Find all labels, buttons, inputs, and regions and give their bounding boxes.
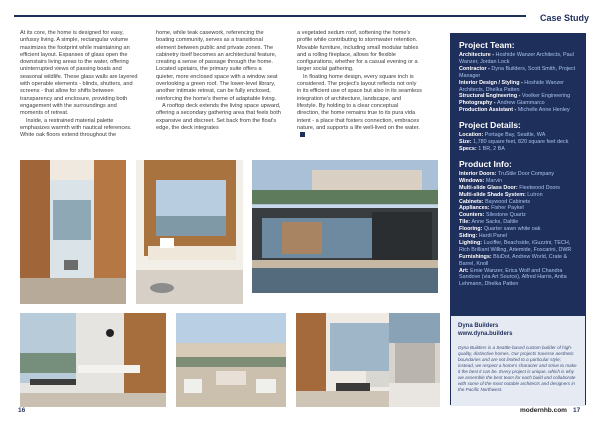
photo-credit: All images credit: Andrew Giammarco bbox=[450, 297, 551, 303]
list-item: Size: 1,780 square feet, 820 square feet deck bbox=[459, 139, 569, 146]
hallway-photo bbox=[20, 160, 126, 304]
list-item: Tile: Anne Sacks, Daltile bbox=[459, 219, 519, 226]
article-paragraph: Inside, a restrained material palette emphasizes warmth with nautical references. White oak floors extend throughout the bbox=[20, 117, 132, 139]
list-item: Architecture - Hoshide Wanzer Architects, Paul Wanzer, Jordan Lock bbox=[459, 52, 574, 65]
article-column-3 bbox=[297, 30, 422, 139]
page-number-left: 16 bbox=[18, 407, 26, 414]
dyna-builders-url[interactable]: www.dyna.builders bbox=[458, 331, 513, 337]
list-item: Furnishings: BluDot, Andrew World, Crate & Barrel, Knoll bbox=[459, 253, 568, 267]
project-details-heading: Project Details: bbox=[459, 120, 521, 131]
product-info-list bbox=[459, 171, 577, 288]
article-paragraph: At its core, the home is designed for easy, unfussy living. A simple, rectangular volume maximizes the footprint while maintaining an efficient layout. Expanses of glass open the downstairs living areas to the water, offering uninterrupted views of passing boats and seasonal wildlife. These glass walls are layered with operable elements - blinds, shutters, and screens - that allow for shifts between transparency and enclosure, providing both engagement with the surroundings and moments of retreat. bbox=[20, 30, 138, 117]
list-item: Multi-slide Glass Door: Fleetwood Doors bbox=[459, 184, 560, 191]
list-item: Counters: Silestone Quartz bbox=[459, 212, 526, 219]
article-column-2 bbox=[156, 30, 281, 132]
dyna-builders-photo bbox=[389, 313, 440, 407]
article-paragraph: A rooftop deck extends the living space upward, offering a secondary gathering area that feels both expansive and discreet. Set back from the float's edge, the deck integrates bbox=[156, 102, 281, 131]
window-seat-photo bbox=[136, 160, 243, 304]
dyna-builders-box bbox=[451, 316, 585, 406]
list-item: Photography - Andrew Giammarco bbox=[459, 100, 545, 107]
list-item: Cabinets: Baywood Cabinets bbox=[459, 198, 531, 205]
list-item: Flooring: Quarter sawn white oak bbox=[459, 226, 541, 233]
list-item: Lighting: Luciffer, Beachside, iGuzzini, TECH, Rich Brilliant Willing, Artemide, Foscarini, DWR bbox=[459, 239, 572, 253]
list-item: Appliances: Fisher Paykel bbox=[459, 205, 524, 212]
rooftop-deck-photo bbox=[176, 313, 286, 407]
top-bar bbox=[0, 0, 600, 24]
article-paragraph bbox=[297, 74, 422, 140]
list-item: Art: Ernie Wanzer, Erica Wolf and Chandra Sandove (via Art Source), Alfred Harris, Anita Lehmann, Dhelka Patten bbox=[459, 267, 567, 288]
list-item: Interior Doors: TruStile Door Company bbox=[459, 170, 555, 177]
floating-home-exterior-photo bbox=[252, 160, 438, 293]
site-url[interactable]: modernhb.com bbox=[520, 407, 567, 414]
project-team-heading: Project Team: bbox=[459, 40, 515, 50]
article-column-1 bbox=[20, 30, 138, 139]
article-paragraph: a vegetated sedum roof, softening the home's profile while contributing to stormwater retention. Movable furniture, including small modular tables and a rolling fireplace, allows for flexible configurations, whether for a casual evening or a larger social gathering. bbox=[297, 30, 419, 73]
list-item: Production Assistant - Michelle Anne Henley bbox=[459, 107, 570, 114]
top-rule bbox=[14, 15, 526, 17]
kitchen-dining-photo bbox=[20, 313, 166, 407]
dyna-builders-description: Dyna Builders is a Seattle-based custom builder of high-quality, distinctive homes. Our projects traverse aesthetic boundaries and are not limited to a particular style; instead, we respect a home's character and strive to make it the best it can be. Every project is unique, which is why we assemble the best team for each build and collaborate with some of the most notable architects and designers in the Pacific Northwest. bbox=[458, 345, 577, 392]
list-item: Specs: 1 BR, 2 BA bbox=[459, 145, 505, 152]
end-mark-icon bbox=[300, 132, 305, 137]
list-item: Multi-slide Shade System: Lutron bbox=[459, 191, 543, 198]
project-details-list bbox=[459, 132, 577, 153]
list-item: Contractor - Dyna Builders, Scott Smith, Project Manager bbox=[459, 65, 576, 79]
list-item: Siding: Hardi Panel bbox=[459, 233, 507, 240]
list-item: Interior Design / Styling - Hoshide Wanzer Architects, Dhelka Patten bbox=[459, 79, 564, 93]
list-item: Structural Engineering - Voelker Engineering bbox=[459, 93, 571, 100]
article-paragraph-text: In floating home design, every square inch is considered. The project's layout reflects not only in its efficient use of space but also in its seamless integration of architecture, landscape, and lifestyle. By holding to a clear conceptual direction, the home remains true to its pura vida intent - a place that fosters connection, embraces nature, and supports a life well-lived on the water. bbox=[297, 73, 422, 131]
page-number-right: 17 bbox=[573, 407, 581, 414]
section-label: Case Study bbox=[526, 9, 600, 26]
list-item: Windows: Marvin bbox=[459, 177, 503, 184]
list-item: Location: Portage Bay, Seattle, WA bbox=[459, 132, 546, 139]
product-info-heading: Product Info: bbox=[459, 158, 512, 169]
dyna-builders-name: Dyna Builders bbox=[458, 323, 499, 329]
article-paragraph: home, while teak casework, referencing the boating community, serves as a transitional element between public and private zones. The cabinetry itself becomes an architectural feature, creating a sense of passage through the home. Located upstairs, the primary suite offers a quieter, more enclosed space with a window seat overlooking a green roof. The lower-level library, another intimate retreat, can be fully enclosed, reinforcing the home's theme of adaptable living. bbox=[156, 30, 278, 102]
project-team-list bbox=[459, 52, 577, 114]
